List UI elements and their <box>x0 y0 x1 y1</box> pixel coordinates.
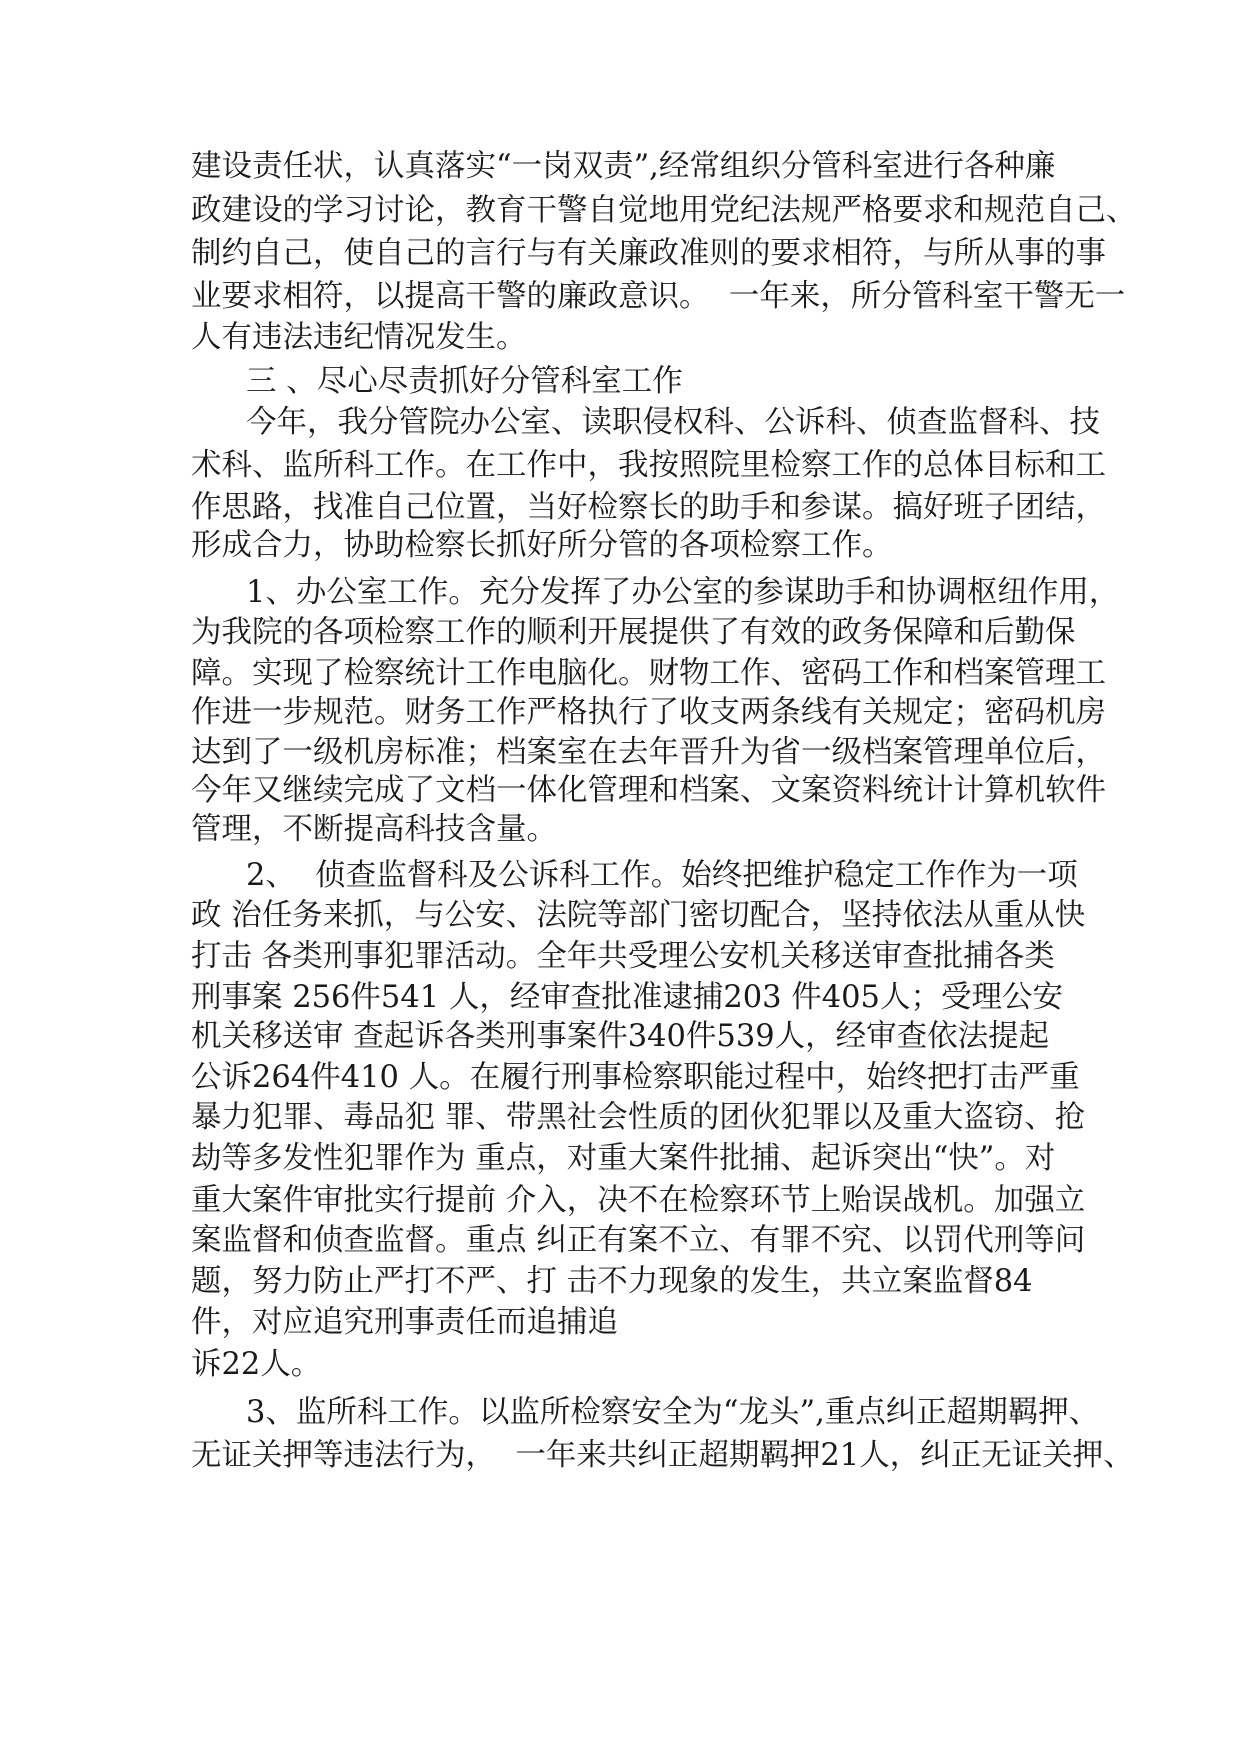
text-line: 为我院的各项检察工作的顺利开展提供了有效的政务保障和后勤保 <box>191 615 1076 650</box>
text-line: 打击 各类刑事犯罪活动。全年共受理公安机关移送审查批捕各类 <box>191 939 1055 974</box>
text-line: 诉22人。 <box>191 1347 322 1382</box>
text-line: 无证关押等违法行为， 一年来共纠正超期羁押21人，纠正无证关押、 <box>191 1438 1134 1473</box>
text-line: 建设责任状，认真落实“一岗双责”,经常组织分管科室进行各种廉 <box>191 149 1056 184</box>
text-line: 人有违法违纪情况发生。 <box>191 320 527 355</box>
text-line: 制约自己，使自己的言行与有关廉政准则的要求相符，与所从事的事 <box>191 236 1106 271</box>
text-line: 政建设的学习讨论，教育干警自觉地用党纪法规严格要求和规范自己、 <box>191 193 1137 228</box>
text-line: 业要求相符，以提高干警的廉政意识。 一年来，所分管科室干警无一 <box>191 279 1126 314</box>
text-line: 3、监所科工作。以监所检察安全为“龙头”,重点纠正超期羁押、 <box>246 1395 1100 1430</box>
text-line: 达到了一级机房标准；档案室在去年晋升为省一级档案管理单位后， <box>191 735 1106 770</box>
text-line: 政 治任务来抓，与公安、法院等部门密切配合，坚持依法从重从快 <box>191 898 1086 933</box>
text-line: 作进一步规范。财务工作严格执行了收支两条线有关规定；密码机房 <box>191 695 1106 730</box>
text-line: 2、 侦查监督科及公诉科工作。始终把维护稳定工作作为一项 <box>246 858 1078 893</box>
text-line: 形成合力，协助检察长抓好所分管的各项检察工作。 <box>191 528 893 563</box>
text-line: 今年又继续完成了文档一体化管理和档案、文案资料统计计算机软件 <box>191 773 1106 808</box>
text-line: 劫等多发性犯罪作为 重点，对重大案件批捕、起诉突出“快”。对 <box>191 1141 1056 1176</box>
text-line: 题，努力防止严打不严、打 击不力现象的发生，共立案监督84 <box>191 1264 1033 1299</box>
text-line: 公诉264件410 人。在履行刑事检察职能过程中，始终把打击严重 <box>191 1060 1080 1095</box>
text-line: 术科、监所科工作。在工作中，我按照院里检察工作的总体目标和工 <box>191 448 1106 483</box>
text-line: 作思路，找准自己位置，当好检察长的助手和参谋。搞好班子团结， <box>191 490 1106 525</box>
text-line: 件，对应追究刑事责任而追捕追 <box>191 1305 618 1340</box>
text-line: 1、办公室工作。充分发挥了办公室的参谋助手和协调枢纽作用， <box>246 575 1120 610</box>
text-line: 刑事案 256件541 人，经审查批准逮捕203 件405人；受理公安 <box>191 980 1063 1015</box>
text-line: 案监督和侦查监督。重点 纠正有案不立、有罪不究、以罚代刑等问 <box>191 1223 1086 1258</box>
text-line: 今年，我分管院办公室、读职侵权科、公诉科、侦查监督科、技 <box>246 405 1100 440</box>
text-line: 暴力犯罪、毒品犯 罪、带黑社会性质的团伙犯罪以及重大盗窃、抢 <box>191 1100 1086 1135</box>
text-line: 管理，不断提高科技含量。 <box>191 812 557 847</box>
text-line: 重大案件审批实行提前 介入，决不在检察环节上贻误战机。加强立 <box>191 1183 1086 1218</box>
section-heading: 三 、尽心尽责抓好分管科室工作 <box>246 364 683 399</box>
text-line: 障。实现了检察统计工作电脑化。财物工作、密码工作和档案管理工 <box>191 656 1106 691</box>
text-line: 机关移送审 查起诉各类刑事案件340件539人，经审查依法提起 <box>191 1019 1050 1054</box>
